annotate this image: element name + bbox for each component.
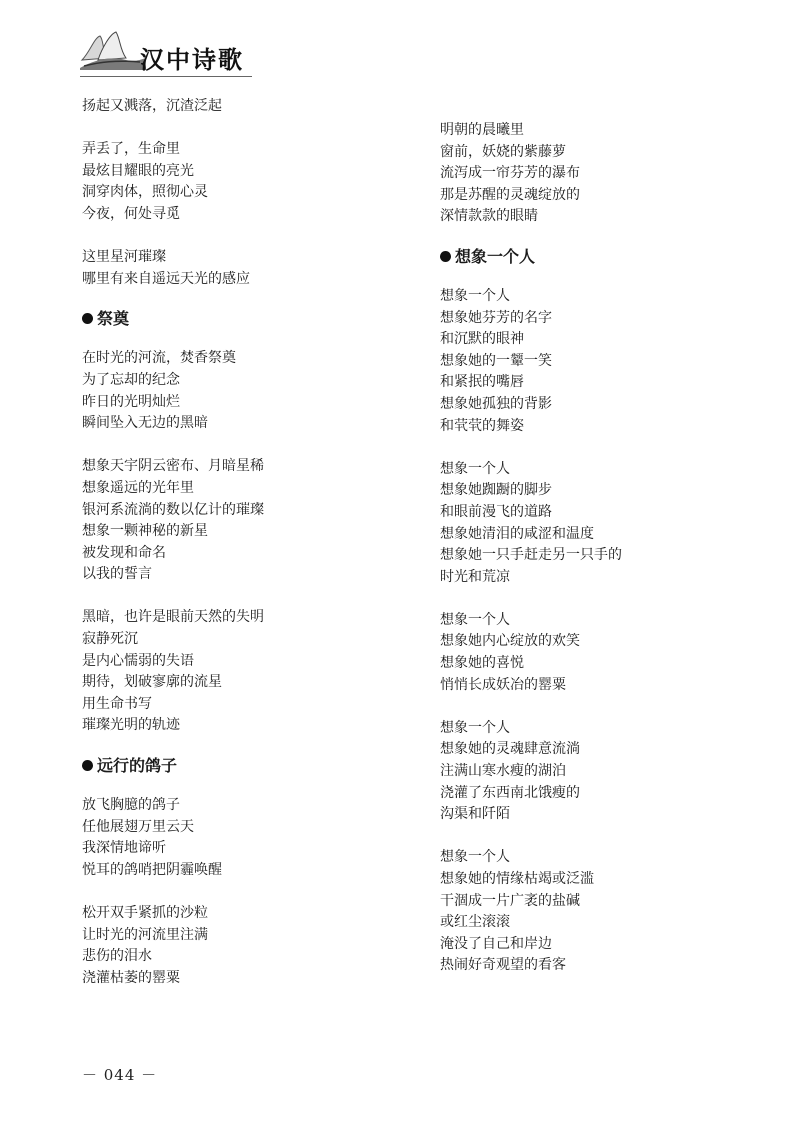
poem-line: 浇灌枯萎的罂粟	[82, 969, 180, 986]
poem-line: 想象她踟蹰的脚步	[440, 482, 552, 499]
header-rule	[80, 76, 252, 77]
poem-title-text: 想象一个人	[455, 246, 536, 266]
poem-line: 被发现和命名	[82, 544, 166, 561]
poem-line: 想象一个人	[440, 287, 510, 304]
poem-line: 想象天宇阴云密布、月暗星稀	[82, 458, 264, 475]
poem-line: 今夜，何处寻觅	[82, 205, 180, 222]
poem-line: 想象一个人	[440, 849, 510, 866]
poem-line: 浇灌了东西南北饿瘦的	[440, 784, 580, 801]
poem-line: 是内心懦弱的失语	[82, 652, 194, 669]
poem-line: 璀璨光明的轨迹	[82, 717, 180, 734]
poem-line: 想象她一只手赶走另一只手的	[440, 547, 622, 564]
poem-line: 哪里有来自遥远天光的感应	[82, 270, 250, 287]
poem-line: 想象一颗神秘的新星	[82, 523, 208, 540]
poem-line: 想象一个人	[440, 611, 510, 628]
poem-line: 悦耳的鸽哨把阴霾唤醒	[82, 861, 222, 878]
poem-line: 我深情地谛听	[82, 840, 166, 857]
mountain-logo-icon	[80, 30, 146, 70]
poem-line: 悲伤的泪水	[82, 948, 152, 965]
poem-line: 用生命书写	[82, 695, 152, 712]
poem-line: 黑暗，也许是眼前天然的失明	[82, 609, 264, 626]
poem-line: 淹没了自己和岸边	[440, 935, 552, 952]
poem-line: 想象一个人	[440, 719, 510, 736]
poem-line: 期待，划破寥廓的流星	[82, 674, 222, 691]
page-number: － 044 －	[82, 1066, 158, 1084]
poem-title-text: 祭奠	[97, 309, 130, 329]
poem-title-text: 远行的鸽子	[97, 756, 178, 776]
poem-line: 悄悄长成妖冶的罂粟	[440, 676, 566, 693]
poem-line: 想象她芬芳的名字	[440, 309, 552, 326]
bullet-icon	[82, 760, 93, 771]
poem-line: 深情款款的眼睛	[440, 208, 538, 225]
poem-title	[82, 751, 382, 781]
poem-line: 热闹好奇观望的看客	[440, 957, 566, 974]
poem-line: 想象她的灵魂肆意流淌	[440, 741, 580, 758]
poem-line: 扬起又溅落，沉渣泛起	[82, 98, 222, 114]
right-column	[440, 120, 740, 977]
poem-line: 那是苏醒的灵魂绽放的	[440, 186, 580, 203]
poem-line: 在时光的河流，焚香祭奠	[82, 350, 236, 367]
poem-line: 想象她的喜悦	[440, 655, 524, 672]
header-title: 汉中诗歌	[140, 46, 244, 74]
poem-line: 想象一个人	[440, 460, 510, 477]
poem-line: 想象遥远的光年里	[82, 479, 194, 496]
poem-line: 想象她清泪的咸涩和温度	[440, 525, 594, 542]
left-column	[82, 96, 382, 989]
poem-line: 和沉默的眼神	[440, 331, 524, 348]
poem-line: 时光和荒凉	[440, 568, 510, 585]
poem-line: 银河系流淌的数以亿计的璀璨	[82, 501, 264, 518]
poem-line: 想象她内心绽放的欢笑	[440, 633, 580, 650]
poem-line: 任他展翅万里云天	[82, 818, 194, 835]
poem-line: 想象她孤独的背影	[440, 395, 552, 412]
poem-line: 弄丢了，生命里	[82, 141, 180, 158]
poem-line: 这里星河璀璨	[82, 249, 166, 266]
poem-line: 放飞胸臆的鸽子	[82, 797, 180, 814]
poem-line: 明朝的晨曦里	[440, 122, 524, 138]
poem-line: 洞穿肉体，照彻心灵	[82, 184, 208, 201]
poem-line: 想象她的情缘枯竭或泛滥	[440, 871, 594, 887]
poem-line: 和茕茕的舞姿	[440, 417, 524, 434]
poem-line: 窗前，妖娆的紫藤萝	[440, 143, 566, 160]
poem-line: 让时光的河流里注满	[82, 926, 208, 943]
poem-line: 或红尘滚滚	[440, 914, 510, 931]
poem-title	[440, 242, 740, 272]
poem-line: 松开双手紧抓的沙粒	[82, 905, 208, 921]
poem-line: 和紧抿的嘴唇	[440, 374, 524, 391]
bullet-icon	[82, 313, 93, 324]
poem-line: 寂静死沉	[82, 631, 138, 648]
poem-line: 最炫目耀眼的亮光	[82, 162, 194, 179]
poem-line: 和眼前漫飞的道路	[440, 503, 552, 520]
poem-line: 沟渠和阡陌	[440, 806, 510, 823]
poem-line: 想象她的一颦一笑	[440, 352, 552, 369]
poem-line: 昨日的光明灿烂	[82, 393, 180, 410]
poem-line: 以我的誓言	[82, 566, 152, 583]
poem-line: 干涸成一片广袤的盐碱	[440, 892, 580, 909]
poem-line: 流泻成一帘芬芳的瀑布	[440, 165, 580, 182]
poem-line: 注满山寒水瘦的湖泊	[440, 763, 566, 780]
bullet-icon	[440, 251, 451, 262]
poem-title	[82, 304, 382, 334]
poem-line: 为了忘却的纪念	[82, 371, 180, 388]
running-header	[80, 26, 252, 82]
poem-line: 瞬间坠入无边的黑暗	[82, 415, 208, 432]
